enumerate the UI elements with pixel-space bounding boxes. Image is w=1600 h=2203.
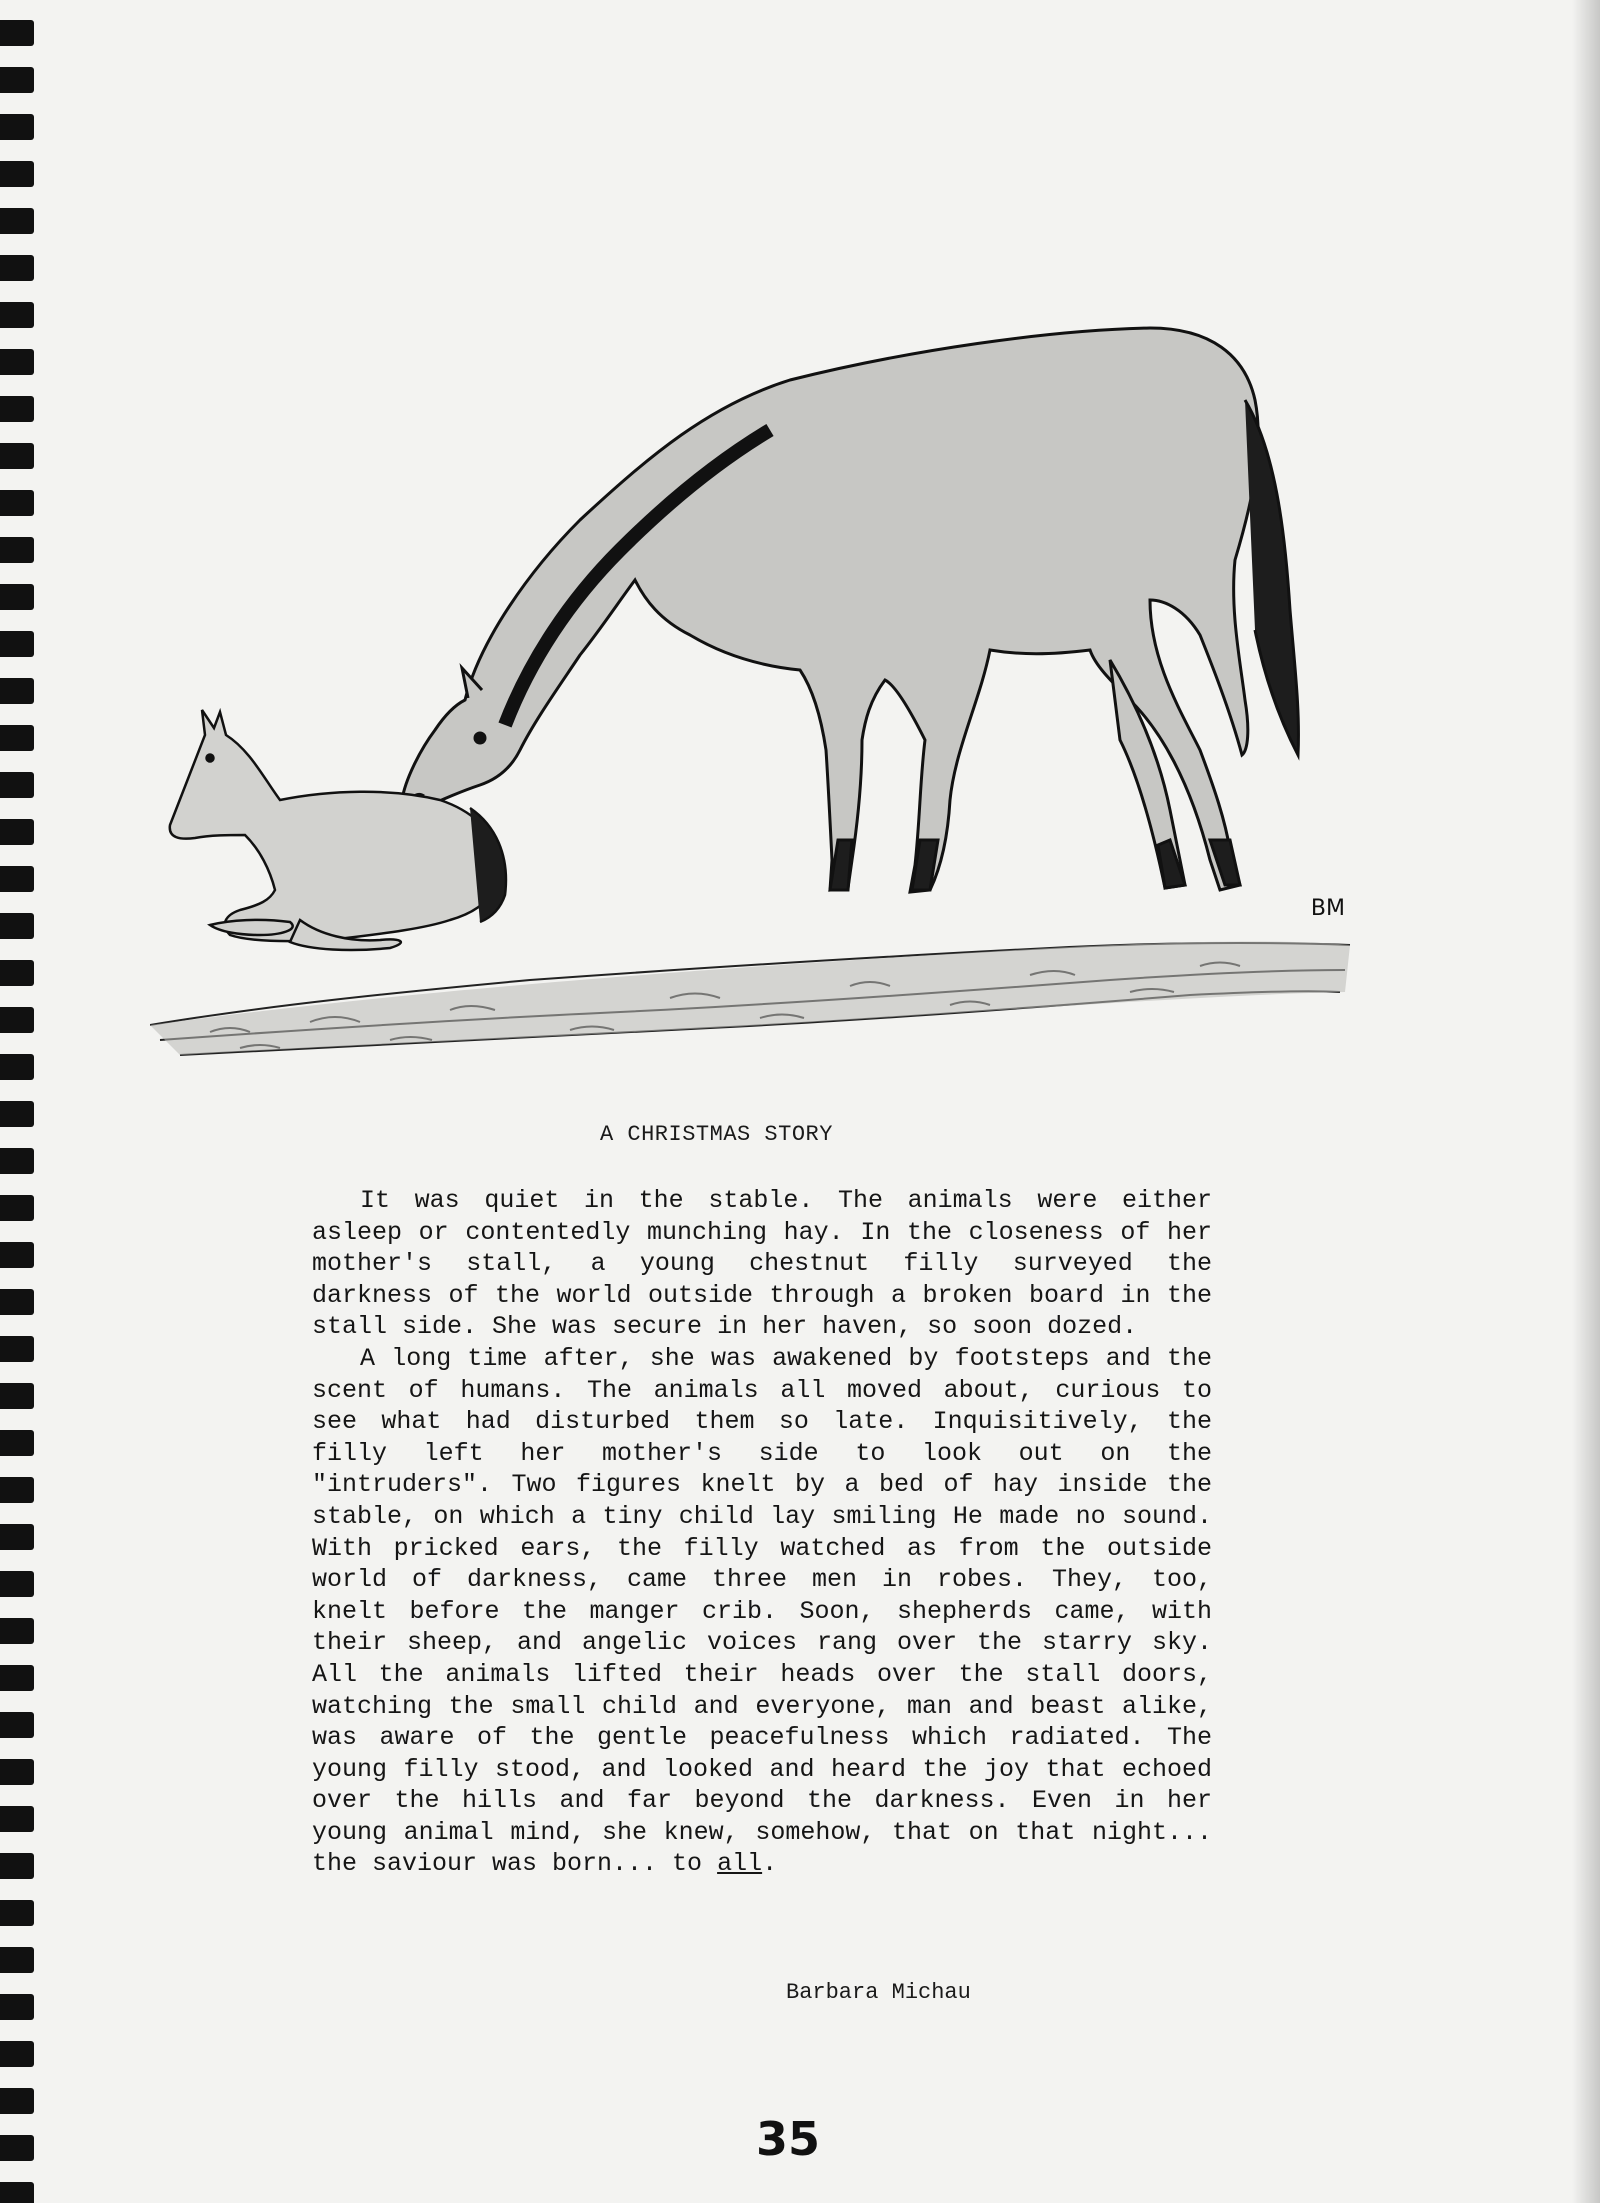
binding-hole: [0, 537, 34, 563]
binding-hole: [0, 1618, 34, 1644]
binding-hole: [0, 584, 34, 610]
binding-hole: [0, 20, 34, 46]
binding-hole: [0, 67, 34, 93]
binding-hole: [0, 2135, 34, 2161]
binding-hole: [0, 913, 34, 939]
binding-hole: [0, 866, 34, 892]
binding-hole: [0, 1571, 34, 1597]
binding-hole: [0, 302, 34, 328]
spiral-binding: [0, 0, 48, 2203]
story-paragraph-2: [312, 1343, 1212, 1880]
story-paragraph-1: It was quiet in the stable. The animals were either asleep or contentedly munching hay. In the closeness of her mother's stall, a young chestnut filly surveyed the darkness of the world outside through a broken board in the stall side. She was secure in her haven, so soon dozed.: [312, 1186, 1212, 1342]
binding-hole: [0, 1383, 34, 1409]
binding-hole: [0, 2041, 34, 2067]
binding-hole: [0, 1853, 34, 1879]
binding-hole: [0, 960, 34, 986]
binding-hole: [0, 2182, 34, 2203]
binding-hole: [0, 631, 34, 657]
binding-hole: [0, 1759, 34, 1785]
binding-hole: [0, 1054, 34, 1080]
binding-hole: [0, 1712, 34, 1738]
story-final-word: all: [717, 1849, 763, 1879]
binding-hole: [0, 678, 34, 704]
binding-hole: [0, 490, 34, 516]
binding-hole: [0, 1007, 34, 1033]
binding-hole: [0, 772, 34, 798]
binding-hole: [0, 255, 34, 281]
binding-hole: [0, 208, 34, 234]
story-paragraph-2-text: A long time after, she was awakened by footsteps and the scent of humans. The animals all moved about, curious to see what had disturbed them so late. Inquisitively, the filly left her mother's side to look out on the "intruders". Two figures knelt by a bed of hay inside the stable, on which a tiny child lay smiling He made no sound. With pricked ears, the filly watched as from the outside world of darkness, came three men in robes. They, too, knelt before the manger crib. Soon, shepherds came, with their sheep, and angelic voices rang over the starry sky. All the animals lifted their heads over the stall doors, watching the small child and everyone, man and beast alike, was aware of the gentle peacefulness which radiated. The young filly stood, and looked and heard the joy that echoed over the hills and far beyond the darkness. Even in her young animal mind, she knew, somehow, that on that night... the saviour was born... to: [312, 1343, 1212, 1879]
binding-hole: [0, 1336, 34, 1362]
binding-hole: [0, 1524, 34, 1550]
page-number: 35: [755, 2112, 820, 2166]
binding-hole: [0, 1242, 34, 1268]
binding-hole: [0, 396, 34, 422]
artist-signature: BM: [1310, 896, 1345, 921]
straw-fill: [150, 942, 1350, 1055]
binding-hole: [0, 1994, 34, 2020]
story-final-punct: .: [762, 1849, 778, 1879]
binding-hole: [0, 1195, 34, 1221]
story-body: [312, 1185, 1212, 1880]
binding-hole: [0, 1665, 34, 1691]
binding-hole: [0, 1430, 34, 1456]
binding-hole: [0, 1101, 34, 1127]
binding-hole: [0, 161, 34, 187]
horse-illustration: [150, 280, 1360, 1070]
binding-hole: [0, 349, 34, 375]
page-edge-shadow: [1572, 0, 1600, 2203]
binding-hole: [0, 1947, 34, 1973]
binding-hole: [0, 725, 34, 751]
binding-hole: [0, 1900, 34, 1926]
binding-hole: [0, 819, 34, 845]
binding-hole: [0, 114, 34, 140]
binding-hole: [0, 443, 34, 469]
story-title: A CHRISTMAS STORY: [600, 1122, 833, 1147]
binding-hole: [0, 1806, 34, 1832]
binding-hole: [0, 1477, 34, 1503]
author-name: Barbara Michau: [786, 1980, 971, 2005]
binding-hole: [0, 2088, 34, 2114]
binding-hole: [0, 1289, 34, 1315]
binding-hole: [0, 1148, 34, 1174]
